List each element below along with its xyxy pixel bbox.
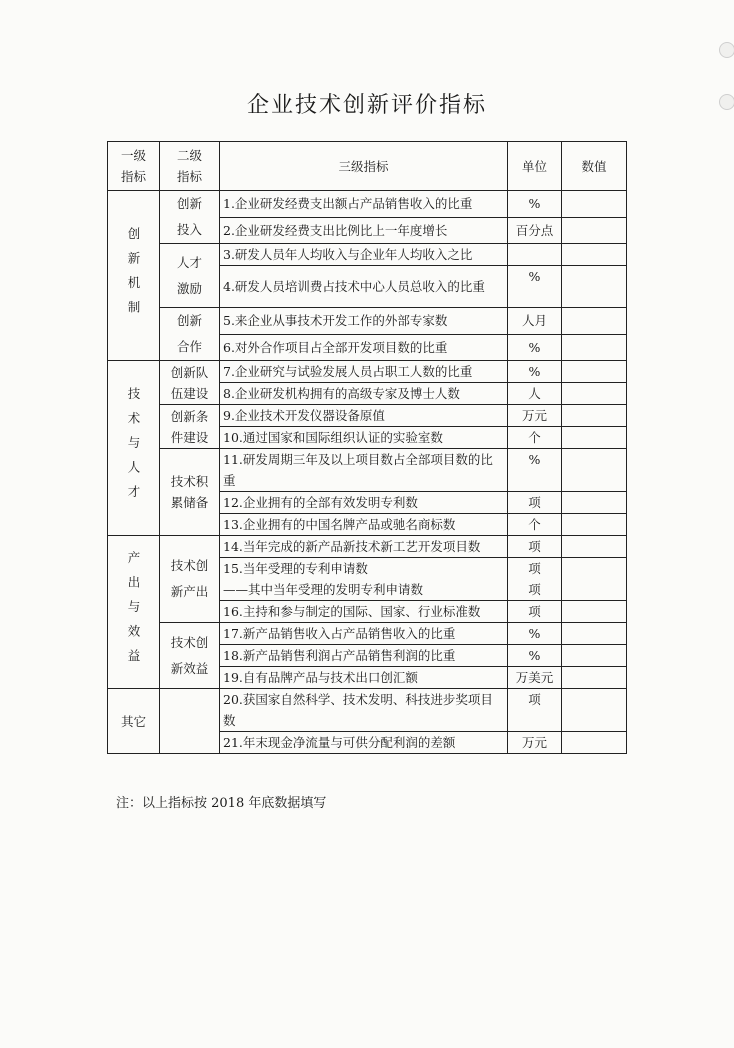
table-row — [108, 405, 627, 427]
unit-cell: 人 — [508, 383, 562, 405]
level1-cell: 产出与效益 — [108, 536, 160, 689]
level1-cell: 技术与人才 — [108, 361, 160, 536]
unit-cell — [508, 244, 562, 266]
unit-cell: 个 — [508, 514, 562, 536]
indicator-text: 8.企业研发机构拥有的高级专家及博士人数 — [220, 383, 508, 405]
unit-cell: % — [508, 623, 562, 645]
table-row — [108, 191, 627, 218]
indicator-text: 4.研发人员培训费占技术中心人员总收入的比重 — [220, 266, 508, 308]
header-level3: 三级指标 — [220, 142, 508, 191]
value-cell[interactable] — [562, 405, 627, 427]
level2-cell: 创新队 伍建设 — [160, 361, 220, 405]
unit-cell: 人月 — [508, 308, 562, 335]
unit-cell: % — [508, 449, 562, 492]
indicator-text: 2.企业研发经费支出比例比上一年度增长 — [220, 217, 508, 244]
indicator-text: 3.研发人员年人均收入与企业年人均收入之比 — [220, 244, 508, 266]
level2-cell: 人才 激励 — [160, 244, 220, 308]
unit-cell: 项 — [508, 492, 562, 514]
value-cell[interactable] — [562, 579, 627, 601]
page-title: 企业技术创新评价指标 — [246, 93, 487, 118]
indicator-text: 21.年末现金净流量与可供分配利润的差额 — [220, 732, 508, 754]
unit-cell: 个 — [508, 427, 562, 449]
value-cell[interactable] — [562, 361, 627, 383]
unit-cell: 项 — [508, 558, 562, 580]
value-cell[interactable] — [562, 667, 627, 689]
value-cell[interactable] — [562, 308, 627, 335]
value-cell[interactable] — [562, 191, 627, 218]
indicator-text: 13.企业拥有的中国名牌产品或驰名商标数 — [220, 514, 508, 536]
value-cell[interactable] — [562, 623, 627, 645]
indicator-text: 6.对外合作项目占全部开发项目数的比重 — [220, 334, 508, 361]
level2-cell: 创新条 件建设 — [160, 405, 220, 449]
value-cell[interactable] — [562, 514, 627, 536]
header-level2: 二级 指标 — [160, 142, 220, 191]
level1-cell: 其它 — [108, 689, 160, 754]
unit-cell: 项 — [508, 579, 562, 601]
value-cell[interactable] — [562, 427, 627, 449]
header-value: 数值 — [562, 142, 627, 191]
level2-cell: 创新 投入 — [160, 191, 220, 244]
table-row — [108, 623, 627, 645]
unit-cell: 万元 — [508, 405, 562, 427]
indicator-text: 20.获国家自然科学、技术发明、科技进步奖项目数 — [220, 689, 508, 732]
unit-cell: 项 — [508, 689, 562, 732]
value-cell[interactable] — [562, 689, 627, 732]
unit-cell: 百分点 — [508, 217, 562, 244]
table-row — [108, 361, 627, 383]
indicator-text: 12.企业拥有的全部有效发明专利数 — [220, 492, 508, 514]
indicator-text: 10.通过国家和国际组织认证的实验室数 — [220, 427, 508, 449]
value-cell[interactable] — [562, 244, 627, 266]
level2-cell: 技术积 累储备 — [160, 449, 220, 536]
table-header-row — [108, 142, 627, 191]
unit-cell: % — [508, 266, 562, 308]
value-cell[interactable] — [562, 601, 627, 623]
value-cell[interactable] — [562, 732, 627, 754]
table-row — [108, 308, 627, 335]
footnote: 注：以上指标按 2018 年底数据填写 — [116, 796, 327, 811]
value-cell[interactable] — [562, 383, 627, 405]
indicator-table — [107, 141, 627, 754]
table-row — [108, 536, 627, 558]
value-cell[interactable] — [562, 334, 627, 361]
unit-cell: % — [508, 334, 562, 361]
punch-hole — [719, 42, 734, 58]
indicator-text: ——其中当年受理的发明专利申请数 — [220, 579, 508, 601]
value-cell[interactable] — [562, 217, 627, 244]
indicator-text: 15.当年受理的专利申请数 — [220, 558, 508, 580]
value-cell[interactable] — [562, 266, 627, 308]
indicator-text: 1.企业研发经费支出额占产品销售收入的比重 — [220, 191, 508, 218]
value-cell[interactable] — [562, 492, 627, 514]
indicator-text: 7.企业研究与试验发展人员占职工人数的比重 — [220, 361, 508, 383]
indicator-text: 14.当年完成的新产品新技术新工艺开发项目数 — [220, 536, 508, 558]
indicator-text: 5.来企业从事技术开发工作的外部专家数 — [220, 308, 508, 335]
unit-cell: 万元 — [508, 732, 562, 754]
unit-cell: 项 — [508, 536, 562, 558]
unit-cell: 项 — [508, 601, 562, 623]
value-cell[interactable] — [562, 536, 627, 558]
table-row — [108, 244, 627, 266]
unit-cell: % — [508, 361, 562, 383]
indicator-text: 19.自有品牌产品与技术出口创汇额 — [220, 667, 508, 689]
value-cell[interactable] — [562, 645, 627, 667]
level2-cell: 技术创 新产出 — [160, 536, 220, 623]
header-level1: 一级 指标 — [108, 142, 160, 191]
level2-cell: 创新 合作 — [160, 308, 220, 361]
header-unit: 单位 — [508, 142, 562, 191]
value-cell[interactable] — [562, 449, 627, 492]
indicator-text: 18.新产品销售利润占产品销售利润的比重 — [220, 645, 508, 667]
table-row — [108, 689, 627, 732]
unit-cell: % — [508, 191, 562, 218]
level2-cell — [160, 689, 220, 754]
level1-cell: 创新机制 — [108, 191, 160, 361]
indicator-text: 9.企业技术开发仪器设备原值 — [220, 405, 508, 427]
value-cell[interactable] — [562, 558, 627, 580]
table-row — [108, 449, 627, 492]
unit-cell: 万美元 — [508, 667, 562, 689]
unit-cell: % — [508, 645, 562, 667]
indicator-text: 16.主持和参与制定的国际、国家、行业标准数 — [220, 601, 508, 623]
indicator-text: 11.研发周期三年及以上项目数占全部项目数的比重 — [220, 449, 508, 492]
level2-cell: 技术创 新效益 — [160, 623, 220, 689]
indicator-text: 17.新产品销售收入占产品销售收入的比重 — [220, 623, 508, 645]
